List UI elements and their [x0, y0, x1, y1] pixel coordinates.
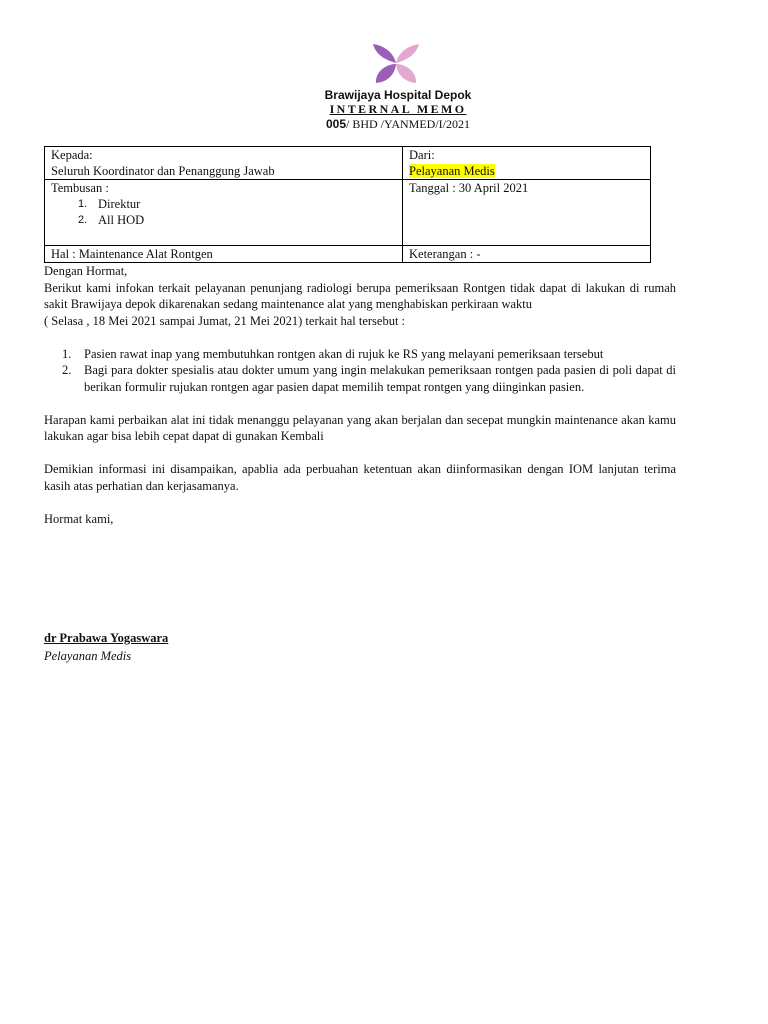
list-item: 2. Bagi para dokter spesialis atau dokter umum yang ingin melakukan pemeriksaan rontgen pada pasien di poli dapat di berikan formulir rujukan rontgen agar pasien dapat memilih tempat rontgen yang diinginkan pasien.	[62, 363, 676, 394]
keterangan-cell: Keterangan : -	[403, 246, 651, 263]
memo-number-rest: / BHD /YANMED/I/2021	[346, 117, 471, 131]
points-list	[44, 346, 676, 396]
dari-label: Dari:	[409, 148, 435, 162]
tembusan-cell	[45, 180, 403, 246]
intro-period: ( Selasa , 18 Mei 2021 sampai Jumat, 21 Mei 2021) terkait hal tersebut :	[44, 313, 406, 328]
memo-header-table	[44, 146, 651, 263]
memo-title: INTERNAL MEMO	[329, 102, 467, 116]
memo-body	[44, 263, 676, 527]
hospital-name: Brawijaya Hospital Depok	[324, 88, 472, 102]
memo-number-bold: 005	[325, 117, 346, 131]
kepada-cell	[45, 147, 403, 180]
hal-cell: Hal : Maintenance Alat Rontgen	[45, 246, 403, 263]
signature-name: dr Prabawa Yogaswara	[44, 631, 169, 645]
hospital-logo-icon	[370, 42, 422, 86]
list-item: 1. Pasien rawat inap yang membutuhkan rontgen akan di rujuk ke RS yang melayani pemeriksaan tersebut	[62, 346, 604, 361]
tembusan-label: Tembusan :	[51, 181, 109, 195]
closing-paragraph: Demikian informasi ini disampaikan, apablia ada perbuahan ketentuan akan diinformasikan dengan IOM lanjutan terima kasih atas perhatian dan kerjasamanya.	[44, 462, 676, 493]
kepada-value: Seluruh Koordinator dan Penanggung Jawab	[51, 164, 275, 178]
dari-cell	[403, 147, 651, 180]
kepada-label: Kepada:	[51, 148, 93, 162]
signature-role: Pelayanan Medis	[44, 649, 132, 663]
memo-number	[0, 117, 768, 132]
greeting: Dengan Hormat,	[44, 264, 128, 278]
hope-paragraph: Harapan kami perbaikan alat ini tidak menanggu pelayanan yang akan berjalan dan secepat mungkin maintenance akan kamu lakukan agar bisa lebih cepat dapat di gunakan Kembali	[44, 412, 676, 443]
dari-value: Pelayanan Medis	[409, 164, 495, 178]
list-item: 1. Direktur	[78, 197, 141, 211]
tanggal-cell: Tanggal : 30 April 2021	[403, 180, 651, 246]
tembusan-list	[51, 196, 396, 228]
regards: Hormat kami,	[44, 511, 114, 526]
intro-paragraph: Berikut kami infokan terkait pelayanan penunjang radiologi berupa pemeriksaan Rontgen tidak dapat di lakukan di rumah sakit Brawijaya depok dikarenakan sedang maintenance alat yang menghabiskan perkiraan waktu	[44, 280, 676, 311]
list-item: 2. All HOD	[78, 213, 145, 227]
